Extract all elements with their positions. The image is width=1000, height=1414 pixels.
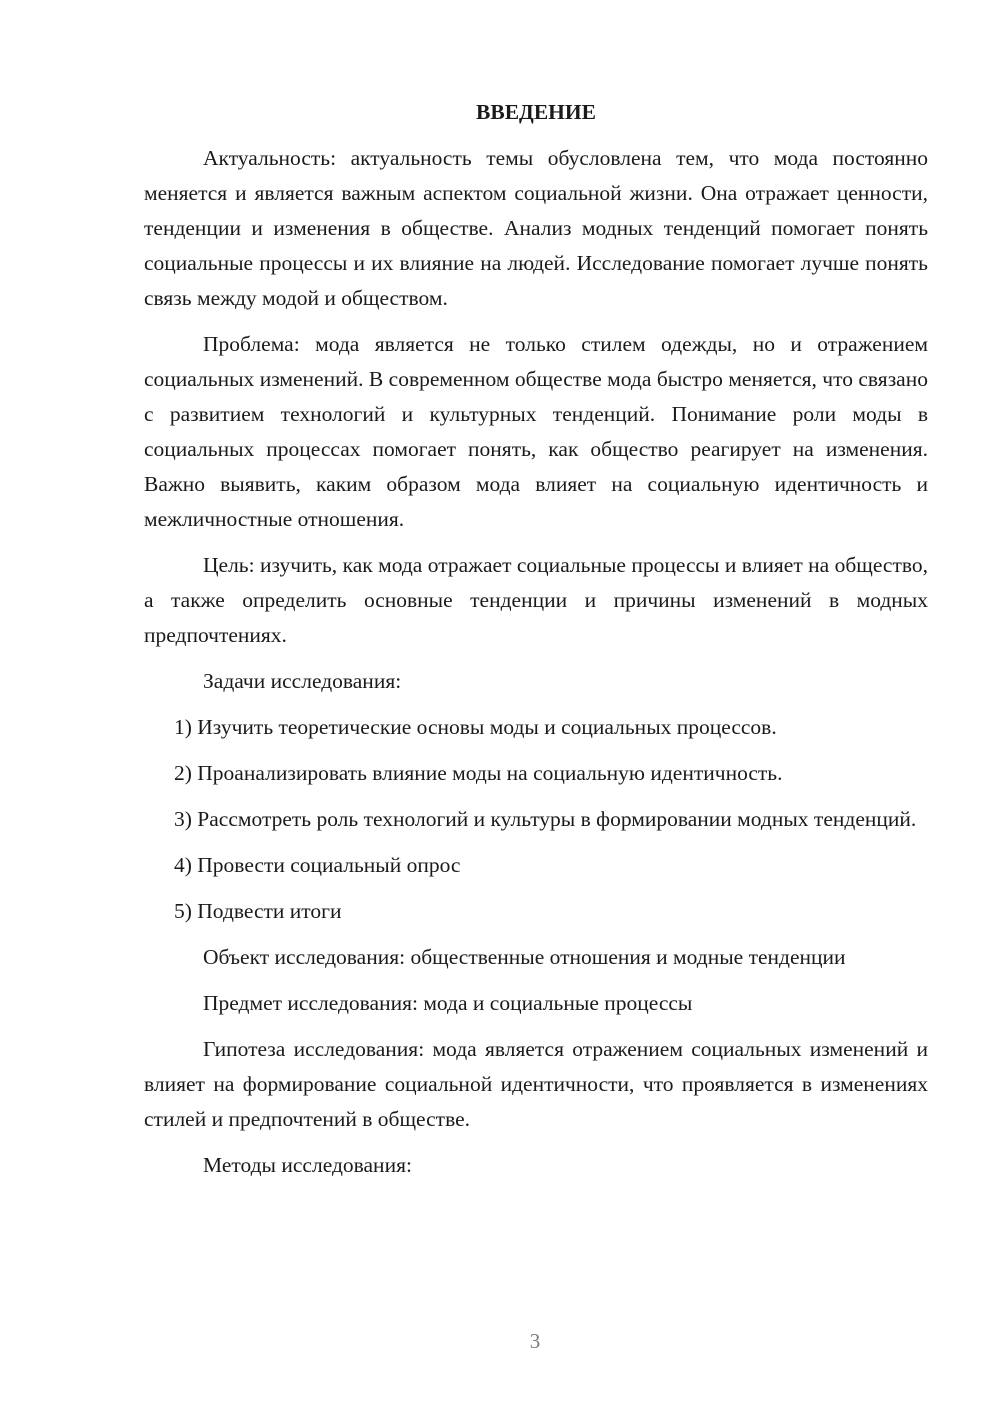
hypothesis-paragraph: Гипотеза исследования: мода является отражением социальных изменений и влияет на формирование социальной идентичности, что проявляется в изменениях стилей и предпочтений в обществе. — [144, 1037, 928, 1131]
task-item-4: 4) Провести социальный опрос — [174, 853, 461, 877]
page-number: 3 — [529, 1329, 541, 1353]
task-item-3: 3) Рассмотреть роль технологий и культуры в формировании модных тенденций. — [174, 807, 917, 831]
object-paragraph: Объект исследования: общественные отношения и модные тенденции — [203, 945, 846, 969]
relevance-paragraph: Актуальность: актуальность темы обусловлена тем, что мода постоянно меняется и является важным аспектом социальной жизни. Она отражает ценности, тенденции и изменения в обществе. Анализ модных тенденций помогает понять социальные процессы и их влияние на людей. Исследование помогает лучше понять связь между модой и обществом. — [144, 146, 928, 310]
task-item-5: 5) Подвести итоги — [174, 899, 342, 923]
tasks-heading: Задачи исследования: — [203, 669, 402, 693]
task-item-2: 2) Проанализировать влияние моды на социальную идентичность. — [174, 761, 783, 785]
goal-paragraph: Цель: изучить, как мода отражает социальные процессы и влияет на общество, а также определить основные тенденции и причины изменений в модных предпочтениях. — [144, 553, 928, 647]
methods-paragraph: Методы исследования: — [203, 1153, 412, 1177]
document-page — [144, 95, 928, 1183]
task-item-1: 1) Изучить теоретические основы моды и социальных процессов. — [174, 715, 777, 739]
subject-paragraph: Предмет исследования: мода и социальные процессы — [203, 991, 693, 1015]
page-title: ВВЕДЕНИЕ — [476, 100, 596, 124]
problem-paragraph: Проблема: мода является не только стилем одежды, но и отражением социальных изменений. В современном обществе мода быстро меняется, что связано с развитием технологий и культурных тенденций. Понимание роли моды в социальных процессах помогает понять, как общество реагирует на изменения. Важно выявить, каким образом мода влияет на социальную идентичность и межличностные отношения. — [144, 332, 928, 531]
